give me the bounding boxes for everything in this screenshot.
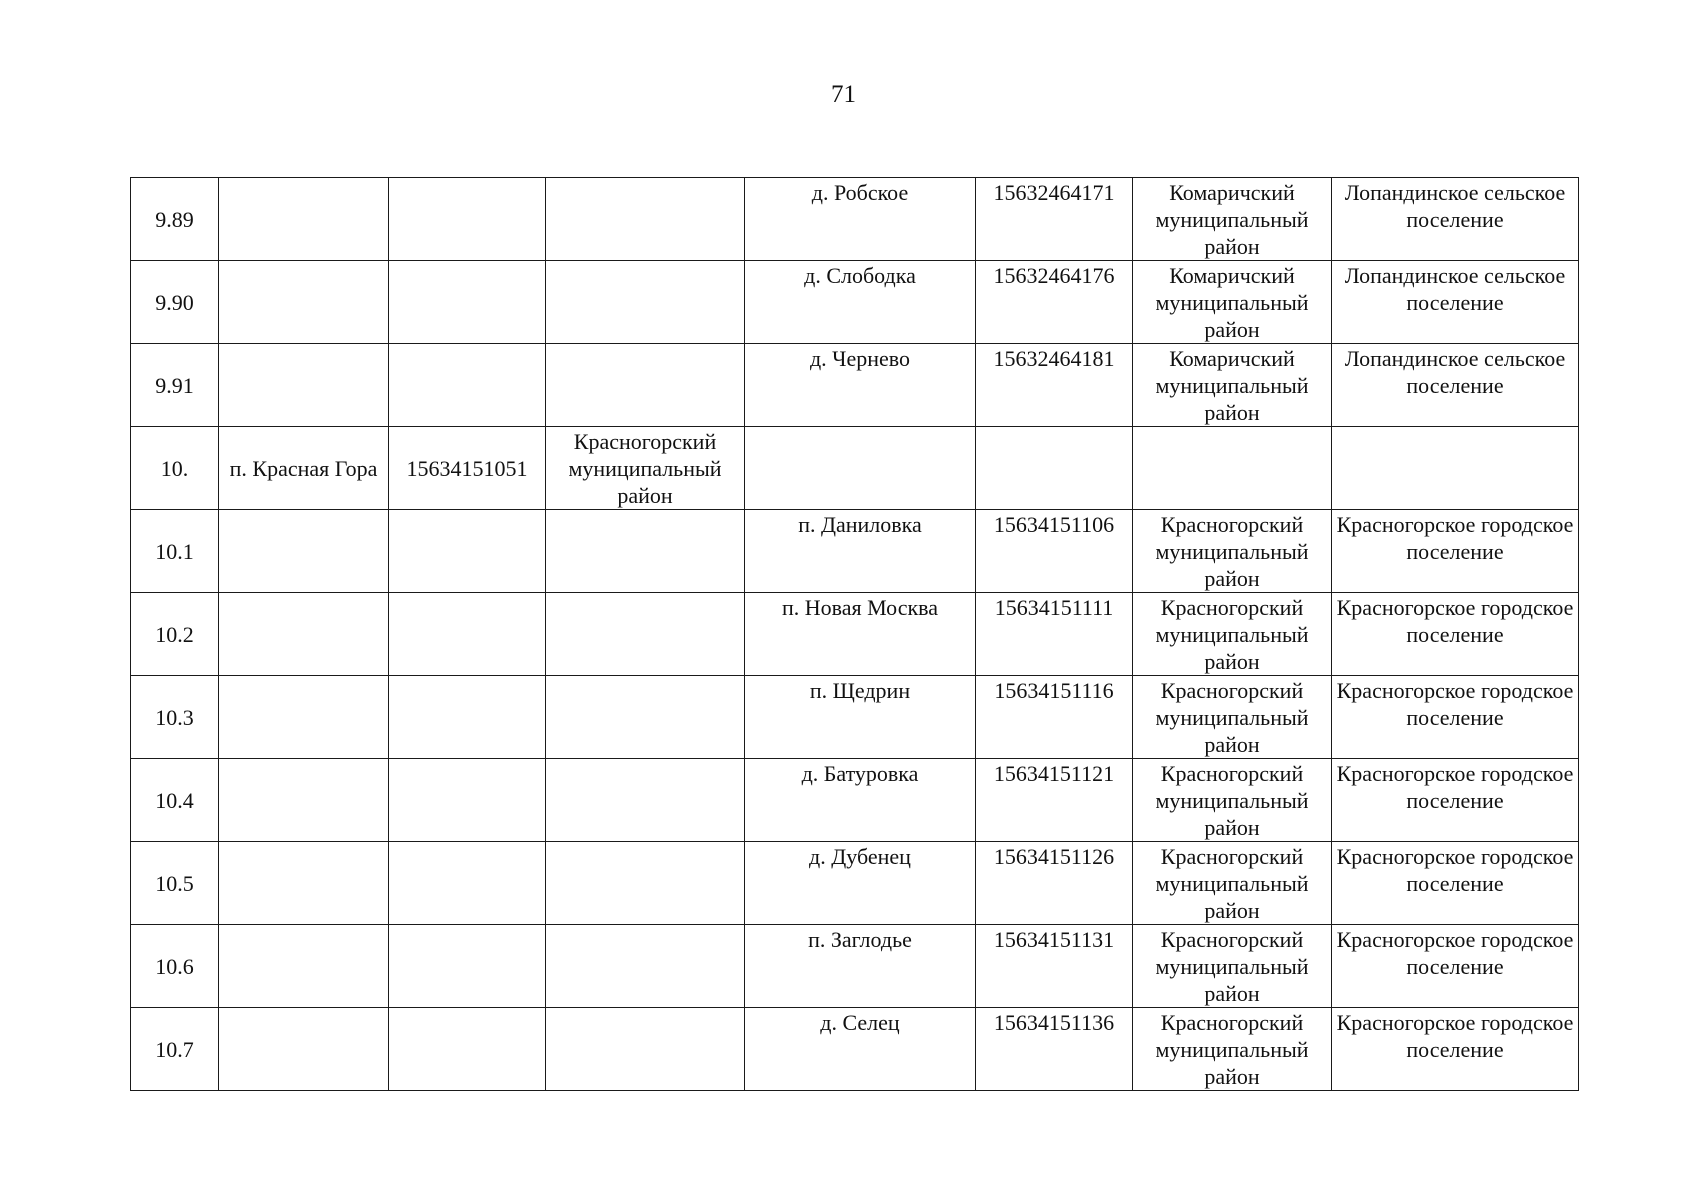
locality-cell — [745, 178, 976, 261]
municipal-district-cell — [1133, 1008, 1332, 1091]
district-text — [546, 551, 744, 552]
settlement-cell — [219, 510, 389, 593]
settlement-unit-cell — [1332, 925, 1579, 1008]
settlement-unit-text: Красногорское городское поселение — [1336, 678, 1574, 730]
district-cell — [546, 427, 745, 510]
locality-cell — [745, 1008, 976, 1091]
locality-cell — [745, 925, 976, 1008]
oktmo-cell — [976, 344, 1133, 427]
code-text — [389, 966, 545, 967]
municipal-district-cell — [1133, 178, 1332, 261]
oktmo-text: 15634151106 — [993, 512, 1115, 537]
settlement-cell — [219, 593, 389, 676]
table-row — [131, 1008, 1579, 1091]
district-text — [546, 634, 744, 635]
code-cell — [389, 1008, 546, 1091]
settlement-unit-cell — [1332, 676, 1579, 759]
oktmo-text: 15634151121 — [993, 761, 1115, 786]
oktmo-cell — [976, 676, 1133, 759]
settlement-unit-cell — [1332, 510, 1579, 593]
oktmo-cell — [976, 427, 1133, 510]
locality-cell — [745, 261, 976, 344]
district-cell — [546, 593, 745, 676]
municipal-district-cell — [1133, 593, 1332, 676]
district-cell — [546, 178, 745, 261]
settlement-text — [219, 800, 388, 801]
municipal-district-text: Комаричский муниципальный район — [1155, 180, 1309, 259]
locality-text: д. Слободка — [804, 263, 916, 288]
code-text — [389, 1049, 545, 1050]
row-number-cell: 9.90 — [131, 261, 219, 344]
settlement-unit-text: Красногорское городское поселение — [1336, 1010, 1574, 1062]
code-text: 15634151051 — [406, 456, 528, 481]
locality-text: п. Новая Москва — [781, 595, 939, 620]
municipal-district-text: Красногорский муниципальный район — [1155, 595, 1309, 674]
locality-cell — [745, 510, 976, 593]
district-cell — [546, 842, 745, 925]
locality-cell — [745, 427, 976, 510]
district-cell — [546, 510, 745, 593]
settlement-unit-text — [1332, 427, 1578, 428]
table-row — [131, 344, 1579, 427]
oktmo-text: 15634151111 — [994, 595, 1114, 620]
code-text — [389, 385, 545, 386]
settlement-cell — [219, 344, 389, 427]
settlement-cell — [219, 925, 389, 1008]
code-cell — [389, 261, 546, 344]
settlement-unit-text: Красногорское городское поселение — [1336, 927, 1574, 979]
row-number-cell: 10.6 — [131, 925, 219, 1008]
municipal-district-text: Комаричский муниципальный район — [1155, 263, 1309, 342]
code-text — [389, 219, 545, 220]
municipal-district-cell — [1133, 676, 1332, 759]
settlement-cell — [219, 1008, 389, 1091]
settlement-text — [219, 219, 388, 220]
oktmo-cell — [976, 178, 1133, 261]
code-cell — [389, 510, 546, 593]
settlement-text — [219, 634, 388, 635]
oktmo-cell — [976, 593, 1133, 676]
locality-text: д. Селец — [820, 1010, 900, 1035]
code-text — [389, 551, 545, 552]
locality-text: д. Батуровка — [801, 761, 919, 786]
code-text — [389, 883, 545, 884]
oktmo-cell — [976, 842, 1133, 925]
settlement-cell — [219, 427, 389, 510]
settlement-unit-text: Лопандинское сельское поселение — [1344, 180, 1566, 232]
settlement-text — [219, 385, 388, 386]
table-body — [131, 178, 1579, 1091]
settlement-unit-text: Красногорское городское поселение — [1336, 512, 1574, 564]
locality-text: д. Робское — [811, 180, 909, 205]
oktmo-text: 15634151126 — [993, 844, 1115, 869]
municipal-district-text: Красногорский муниципальный район — [1155, 1010, 1309, 1089]
locality-text: п. Щедрин — [809, 678, 911, 703]
table-row — [131, 261, 1579, 344]
table-row — [131, 427, 1579, 510]
settlement-unit-cell — [1332, 427, 1579, 510]
settlement-text — [219, 883, 388, 884]
settlement-unit-text: Лопандинское сельское поселение — [1344, 346, 1566, 398]
locality-text: д. Дубенец — [809, 844, 911, 869]
code-cell — [389, 842, 546, 925]
locality-text: п. Даниловка — [798, 512, 922, 537]
district-text — [546, 385, 744, 386]
settlement-unit-text: Красногорское городское поселение — [1336, 844, 1574, 896]
oktmo-text: 15632464176 — [993, 263, 1115, 288]
code-cell — [389, 759, 546, 842]
locality-text: п. Заглодье — [808, 927, 912, 952]
district-text — [546, 302, 744, 303]
district-cell — [546, 1008, 745, 1091]
municipal-district-text: Красногорский муниципальный район — [1155, 761, 1309, 840]
municipal-district-text: Красногорский муниципальный район — [1155, 927, 1309, 1006]
table-row — [131, 178, 1579, 261]
municipal-district-cell — [1133, 842, 1332, 925]
table-row — [131, 842, 1579, 925]
settlement-unit-cell — [1332, 759, 1579, 842]
settlement-cell — [219, 676, 389, 759]
table-row — [131, 676, 1579, 759]
oktmo-text — [976, 427, 1132, 428]
code-cell — [389, 676, 546, 759]
settlement-text — [219, 966, 388, 967]
page-number: 71 — [831, 81, 856, 108]
municipal-district-text: Красногорский муниципальный район — [1155, 512, 1309, 591]
municipal-district-cell — [1133, 759, 1332, 842]
settlement-cell — [219, 759, 389, 842]
municipal-district-cell — [1133, 427, 1332, 510]
row-number-cell: 10.7 — [131, 1008, 219, 1091]
municipal-district-text: Красногорский муниципальный район — [1155, 844, 1309, 923]
oktmo-text: 15632464171 — [993, 180, 1115, 205]
municipal-district-cell — [1133, 510, 1332, 593]
row-number-cell: 10.2 — [131, 593, 219, 676]
code-cell — [389, 427, 546, 510]
code-text — [389, 302, 545, 303]
settlement-text — [219, 551, 388, 552]
district-cell — [546, 676, 745, 759]
table-row — [131, 593, 1579, 676]
municipal-district-cell — [1133, 925, 1332, 1008]
locality-cell — [745, 593, 976, 676]
district-text — [546, 883, 744, 884]
settlement-text — [219, 1049, 388, 1050]
district-text — [546, 219, 744, 220]
row-number-cell: 10.5 — [131, 842, 219, 925]
settlement-cell — [219, 178, 389, 261]
district-text — [546, 717, 744, 718]
oktmo-cell — [976, 510, 1133, 593]
locality-cell — [745, 344, 976, 427]
oktmo-text: 15632464181 — [993, 346, 1115, 371]
code-cell — [389, 178, 546, 261]
district-text: Красногорский муниципальный район — [568, 429, 722, 508]
table-row — [131, 925, 1579, 1008]
oktmo-cell — [976, 261, 1133, 344]
oktmo-cell — [976, 1008, 1133, 1091]
locality-cell — [745, 676, 976, 759]
code-text — [389, 800, 545, 801]
oktmo-cell — [976, 925, 1133, 1008]
row-number-cell: 9.91 — [131, 344, 219, 427]
table-row — [131, 510, 1579, 593]
oktmo-text: 15634151116 — [994, 678, 1114, 703]
settlement-unit-text: Красногорское городское поселение — [1336, 761, 1574, 813]
locality-cell — [745, 759, 976, 842]
settlement-unit-text: Красногорское городское поселение — [1336, 595, 1574, 647]
district-cell — [546, 759, 745, 842]
code-cell — [389, 925, 546, 1008]
oktmo-cell — [976, 759, 1133, 842]
district-text — [546, 800, 744, 801]
row-number-cell: 10. — [131, 427, 219, 510]
row-number-cell: 10.3 — [131, 676, 219, 759]
code-text — [389, 717, 545, 718]
settlement-unit-cell — [1332, 842, 1579, 925]
settlement-unit-cell — [1332, 261, 1579, 344]
district-cell — [546, 261, 745, 344]
locality-text: д. Чернево — [809, 346, 911, 371]
locality-cell — [745, 842, 976, 925]
settlement-text — [219, 302, 388, 303]
settlement-unit-cell — [1332, 1008, 1579, 1091]
settlement-cell — [219, 261, 389, 344]
settlement-text: п. Красная Гора — [229, 456, 378, 481]
municipal-district-cell — [1133, 261, 1332, 344]
settlement-cell — [219, 842, 389, 925]
oktmo-text: 15634151131 — [993, 927, 1115, 952]
row-number-cell: 9.89 — [131, 178, 219, 261]
district-text — [546, 1049, 744, 1050]
oktmo-text: 15634151136 — [993, 1010, 1115, 1035]
code-cell — [389, 344, 546, 427]
district-cell — [546, 925, 745, 1008]
municipal-district-text: Красногорский муниципальный район — [1155, 678, 1309, 757]
municipal-district-text — [1133, 427, 1331, 428]
settlement-unit-cell — [1332, 593, 1579, 676]
code-text — [389, 634, 545, 635]
table-row — [131, 759, 1579, 842]
district-cell — [546, 344, 745, 427]
code-cell — [389, 593, 546, 676]
settlement-unit-cell — [1332, 344, 1579, 427]
row-number-cell: 10.4 — [131, 759, 219, 842]
row-number-cell: 10.1 — [131, 510, 219, 593]
municipal-district-cell — [1133, 344, 1332, 427]
municipal-district-text: Комаричский муниципальный район — [1155, 346, 1309, 425]
settlement-unit-text: Лопандинское сельское поселение — [1344, 263, 1566, 315]
settlement-text — [219, 717, 388, 718]
settlement-unit-cell — [1332, 178, 1579, 261]
settlements-table — [130, 177, 1579, 1091]
district-text — [546, 966, 744, 967]
locality-text — [745, 427, 975, 428]
